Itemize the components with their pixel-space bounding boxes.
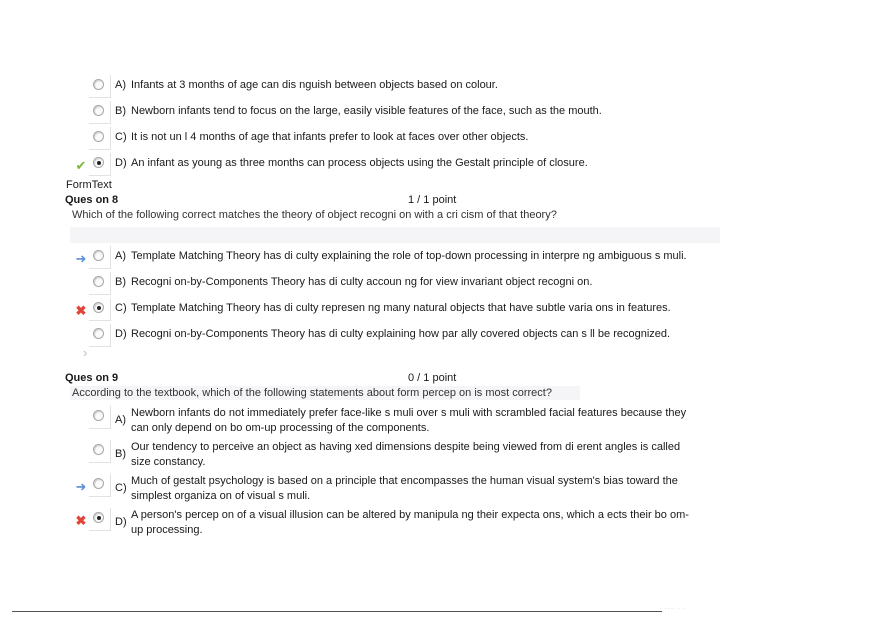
q9-option-d-text: A person's percep on of a visual illusion can be altered by manipula ng their expecta ons, which a ects their bo om-up processing. (131, 509, 689, 536)
q8-question-text: Which of the following correct matches the theory of object recogni on with a cri cism of that theory? (72, 209, 557, 221)
q7-option-d-radio-box (89, 153, 111, 176)
q7-option-d-letter: D) (115, 157, 127, 169)
q9-option-a[interactable] (70, 407, 730, 434)
q8-option-a[interactable] (70, 248, 730, 270)
q9-option-c-text: Much of gestalt psychology is based on a principle that encompasses the human visual system's bias toward the simplest organiza on of visual s muli. (131, 475, 678, 502)
q7-option-a[interactable] (70, 77, 730, 99)
q7-option-b-radio[interactable] (93, 105, 104, 116)
q8-option-b-radio-box (89, 272, 111, 295)
q8-option-c-letter: C) (115, 302, 127, 314)
q8-option-b-letter: B) (115, 276, 126, 288)
q9-option-b-text: Our tendency to perceive an object as having xed dimensions despite being viewed from di erent angles is called size constancy. (131, 441, 681, 468)
q8-option-d-radio-box (89, 324, 111, 347)
q7-option-b-text: Newborn infants tend to focus on the large, easily visible features of the face, such as the mouth. (131, 105, 602, 117)
q7-option-d-radio[interactable] (93, 157, 104, 168)
q7-option-a-radio[interactable] (93, 79, 104, 90)
q8-option-d-letter: D) (115, 328, 127, 340)
correct-check-icon: ✔ (75, 158, 87, 173)
q9-question-text: According to the textbook, which of the following statements about form percep on is most correct? (72, 387, 552, 399)
q8-option-a-letter: A) (115, 250, 126, 262)
correct-answer-arrow-icon: ➜ (75, 251, 87, 266)
q9-option-d-radio[interactable] (93, 512, 104, 523)
q9-option-b-letter: B) (115, 448, 126, 460)
q9-option-a-letter: A) (115, 414, 126, 426)
incorrect-x-icon: ✖ (75, 303, 87, 318)
q9-option-a-text: Newborn infants do not immediately prefer face-like s muli over s muli with scrambled facial features because they can only depend on bo om-up processing of the components. (131, 407, 687, 434)
footer-divider (12, 611, 662, 612)
q8-option-c-radio[interactable] (93, 302, 104, 313)
q8-option-d-radio[interactable] (93, 328, 104, 339)
q9-option-c-radio[interactable] (93, 478, 104, 489)
q7-option-a-letter: A) (115, 79, 126, 91)
q9-option-b[interactable] (70, 441, 730, 468)
q8-option-a-radio-box (89, 246, 111, 269)
q8-option-b[interactable] (70, 274, 730, 296)
q8-option-a-radio[interactable] (93, 250, 104, 261)
q7-option-d-text: An infant as young as three months can process objects using the Gestalt principle of closure. (131, 157, 588, 169)
q8-title: Ques on 8 (65, 194, 119, 206)
chevron-right-icon: › (83, 345, 88, 360)
q7-option-c-radio[interactable] (93, 131, 104, 142)
q9-option-b-radio[interactable] (93, 444, 104, 455)
q8-shade-bar (70, 227, 720, 243)
q7-option-c-letter: C) (115, 131, 127, 143)
q9-option-c-radio-box (89, 474, 111, 497)
correct-answer-arrow-icon: ➜ (75, 479, 87, 494)
q9-option-d-letter: D) (115, 516, 127, 528)
q9-title: Ques on 9 (65, 372, 119, 384)
q9-points: 0 / 1 point (408, 372, 457, 384)
q8-option-d-text: Recogni on-by-Components Theory has di culty explaining how par ally covered objects can s ll be recognized. (131, 328, 671, 340)
q8-option-c-text: Template Matching Theory has di culty represen ng many natural objects that have subtle varia ons in features. (131, 302, 671, 314)
q7-option-a-text: Infants at 3 months of age can dis nguish between objects based on colour. (131, 79, 498, 91)
q9-option-a-radio[interactable] (93, 410, 104, 421)
incorrect-x-icon: ✖ (75, 513, 87, 528)
q7-option-b-radio-box (89, 101, 111, 124)
q9-option-c[interactable] (70, 475, 730, 502)
q8-option-c[interactable] (70, 300, 730, 322)
q8-points: 1 / 1 point (408, 194, 457, 206)
q8-option-d[interactable] (70, 326, 730, 348)
footer-faint-mark: · ···· · · (660, 606, 686, 612)
q7-option-d[interactable] (70, 155, 730, 177)
q8-option-a-text: Template Matching Theory has di culty explaining the role of top-down processing in interpre ng ambiguous s muli. (131, 250, 687, 262)
q8-option-b-radio[interactable] (93, 276, 104, 287)
q9-option-d[interactable] (70, 509, 730, 536)
q9-option-c-letter: C) (115, 482, 127, 494)
q7-option-b[interactable] (70, 103, 730, 125)
q8-option-b-text: Recogni on-by-Components Theory has di culty accoun ng for view invariant object recogni on. (131, 276, 593, 288)
q8-option-c-radio-box (89, 298, 111, 321)
q9-option-d-radio-box (89, 508, 111, 531)
q7-option-b-letter: B) (115, 105, 126, 117)
q7-option-c[interactable] (70, 129, 730, 151)
q7-option-c-radio-box (89, 127, 111, 150)
form-text-label: FormText (66, 179, 112, 191)
q7-option-a-radio-box (89, 75, 111, 98)
q7-option-c-text: It is not un l 4 months of age that infants prefer to look at faces over other objects. (131, 131, 529, 143)
q9-option-a-radio-box (89, 406, 111, 429)
q9-option-b-radio-box (89, 440, 111, 463)
